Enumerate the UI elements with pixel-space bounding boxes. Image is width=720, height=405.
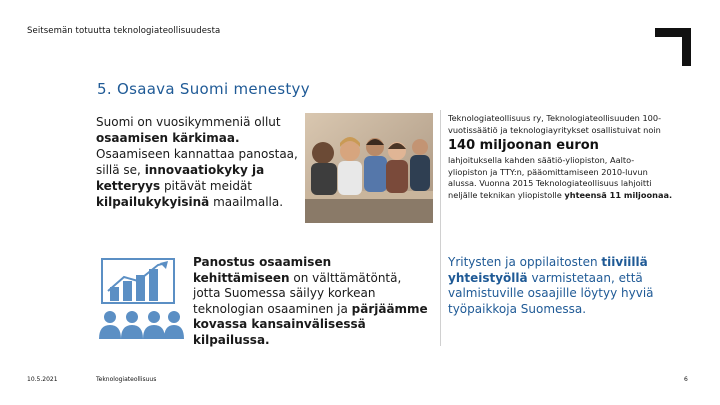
people-group-icon xyxy=(99,311,184,339)
header-title: Seitsemän totuutta teknologiateollisuudesta xyxy=(27,26,221,36)
footer-organization: Teknologiateollisuus xyxy=(96,376,157,383)
page-number: 6 xyxy=(684,376,688,383)
intro-paragraph: Suomi on vuosikymmeniä ollut osaamisen kärkimaa. Osaamiseen kannattaa panostaa, sillä se, innovaatiokyky ja ketteryys pitävät meidät kilpailukykyisinä maailmalla. xyxy=(96,115,298,209)
investment-paragraph: Panostus osaamisen kehittämiseen on välttämätöntä, jotta Suomessa säilyy korkean teknologian osaaminen ja pärjäämme kovassa kansainvälisessä kilpailussa. xyxy=(193,255,428,347)
students-photo xyxy=(305,113,433,223)
logo-mark-icon xyxy=(655,28,691,66)
foundation-intro: Teknologiateollisuus ry, Teknologiateollisuuden 100-vuotissäätiö ja teknologiayritykset osallistuivat noin xyxy=(448,113,662,135)
foundation-info xyxy=(448,113,673,201)
growth-chart-icon xyxy=(96,255,186,347)
footer-date: 10.5.2021 xyxy=(27,376,58,383)
slide-title: 5. Osaava Suomi menestyy xyxy=(97,80,310,98)
column-divider xyxy=(440,110,441,346)
donation-amount: 140 miljoonan euron xyxy=(448,138,599,153)
foundation-body: lahjoituksella kahden säätiö-yliopiston, Aalto-yliopiston ja TTY:n, pääomittamiseen 2010-luvun alussa. Vuonna 2015 Teknologiateollisuus lahjoitti neljälle teknikan yliopistolle yhteensä 11 miljoonaa. xyxy=(448,155,673,200)
cooperation-paragraph: Yritysten ja oppilaitosten tiiviillä yhteistyöllä varmistetaan, että valmistuville osaajille löytyy hyviä työpaikkoja Suomessa. xyxy=(448,255,654,316)
